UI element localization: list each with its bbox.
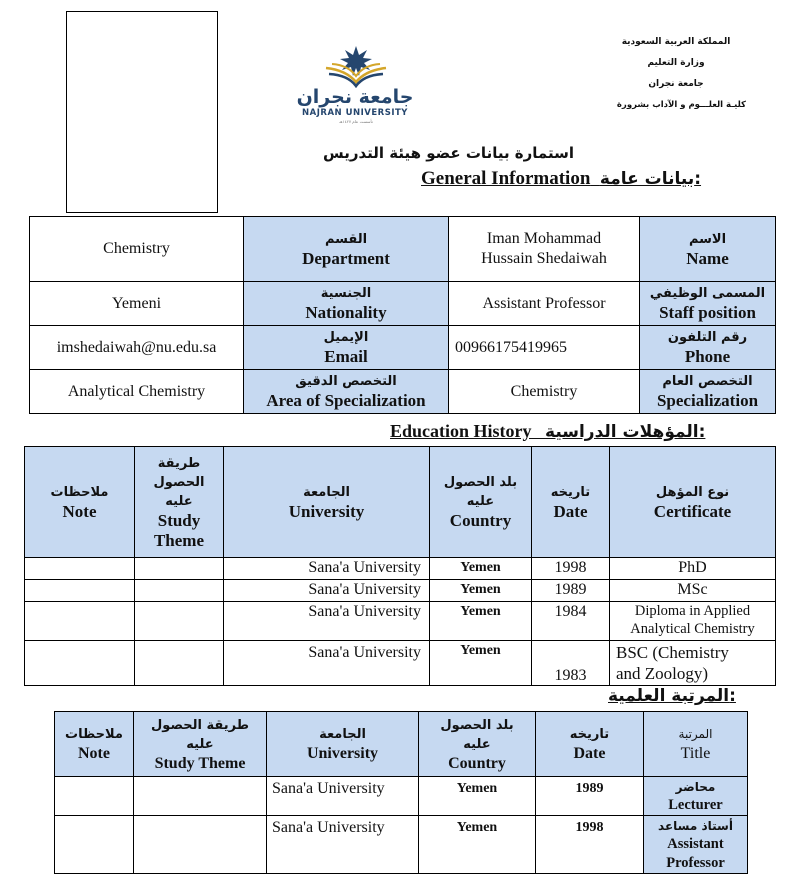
header-university xyxy=(224,447,430,558)
table-header-row xyxy=(55,712,748,777)
label-en: Date xyxy=(573,745,606,762)
certificate-cell xyxy=(610,602,776,641)
date-cell: 1998 xyxy=(532,558,610,580)
nationality-value: Yemeni xyxy=(30,282,244,326)
note-cell xyxy=(25,580,135,602)
section-title-general-en: General Information xyxy=(421,168,591,189)
theme-cell xyxy=(135,641,224,686)
department-value: Chemistry xyxy=(30,217,244,282)
title-cell xyxy=(644,816,748,874)
date-cell: 1998 xyxy=(536,816,644,874)
org-line-kingdom: المملكة العربية السعودية xyxy=(621,37,731,47)
university-cell: Sana'a University xyxy=(267,777,419,816)
label-ar: تاريخه xyxy=(550,484,591,500)
header-country xyxy=(419,712,536,777)
university-cell: Sana'a University xyxy=(224,558,430,580)
label-ar: طريقة الحصول xyxy=(151,717,249,733)
label-ar: ملاحظات xyxy=(65,727,123,742)
header-title xyxy=(644,712,748,777)
photo-placeholder xyxy=(66,11,218,213)
country-cell: Yemen xyxy=(430,580,532,602)
university-cell: Sana'a University xyxy=(224,602,430,641)
email-label xyxy=(244,326,449,370)
table-header-row xyxy=(25,447,776,558)
form-title: استمارة بيانات عضو هيئة التدريس xyxy=(322,144,574,162)
label-en: Area of Specialization xyxy=(266,391,426,410)
header-certificate xyxy=(610,447,776,558)
university-cell: Sana'a University xyxy=(224,641,430,686)
label-ar: التخصص العام xyxy=(662,374,753,389)
label-ar: عليه xyxy=(165,493,193,509)
university-cell: Sana'a University xyxy=(267,816,419,874)
table-row xyxy=(30,282,776,326)
logo-emblem-icon xyxy=(296,44,416,88)
date-cell: 1984 xyxy=(532,602,610,641)
label-en: Department xyxy=(302,248,390,268)
section-title-education-en: Education History xyxy=(390,421,532,441)
table-row xyxy=(30,326,776,370)
university-logo xyxy=(296,44,416,124)
title-en: Professor xyxy=(666,855,725,871)
organization-header xyxy=(606,32,746,116)
table-row xyxy=(30,370,776,414)
academic-rank-table xyxy=(54,711,748,874)
note-cell xyxy=(55,816,134,874)
label-en: Nationality xyxy=(305,303,387,322)
header-note xyxy=(25,447,135,558)
header-date xyxy=(536,712,644,777)
label-ar: بلد الحصول xyxy=(440,717,514,733)
logo-english-name: NAJRAN UNIVERSITY xyxy=(302,108,408,118)
label-en: Note xyxy=(62,501,97,521)
table-row xyxy=(25,580,776,602)
certificate-cell: MSc xyxy=(610,580,776,602)
country-cell: Yemen xyxy=(430,602,532,641)
name-value xyxy=(449,217,640,282)
department-label xyxy=(244,217,449,282)
header-country xyxy=(430,447,532,558)
org-line-college: كليـة العلـــوم و الآداب بشرورة xyxy=(616,100,746,110)
staff-position-label xyxy=(640,282,776,326)
label-ar: المسمى الوظيفي xyxy=(649,286,766,301)
label-en: Certificate xyxy=(653,501,732,521)
header-university xyxy=(267,712,419,777)
country-cell: Yemen xyxy=(430,558,532,580)
certificate-cell xyxy=(610,641,776,686)
area-of-specialization-value: Analytical Chemistry xyxy=(30,370,244,414)
label-ar: ملاحظات xyxy=(50,484,109,500)
label-ar: القسم xyxy=(324,231,368,247)
area-of-specialization-label xyxy=(244,370,449,414)
country-cell: Yemen xyxy=(419,777,536,816)
title-ar: محاضر xyxy=(675,780,716,794)
date-cell: 1983 xyxy=(532,641,610,686)
label-en: Study Theme xyxy=(154,754,246,772)
table-row xyxy=(55,777,748,816)
country-cell: Yemen xyxy=(430,641,532,686)
table-row xyxy=(25,558,776,580)
label-en: Specialization xyxy=(656,391,759,410)
label-en: Email xyxy=(324,347,368,366)
certificate-cell: PhD xyxy=(610,558,776,580)
label-en: Theme xyxy=(153,530,205,550)
education-history-table xyxy=(24,446,776,686)
label-en: Study xyxy=(157,510,201,530)
specialization-label xyxy=(640,370,776,414)
label-ar: المرتبة xyxy=(678,727,713,741)
label-ar: عليه xyxy=(186,736,214,752)
header-note xyxy=(55,712,134,777)
country-cell: Yemen xyxy=(419,816,536,874)
label-en: Date xyxy=(553,501,588,521)
title-en: Lecturer xyxy=(668,797,723,813)
staff-position-value: Assistant Professor xyxy=(449,282,640,326)
section-title-general xyxy=(421,168,701,190)
section-title-general-ar: بيانات عامة: xyxy=(599,169,702,189)
header-date xyxy=(532,447,610,558)
table-row xyxy=(25,641,776,686)
table-row xyxy=(55,816,748,874)
certificate-line1: Diploma in Applied xyxy=(634,603,751,619)
section-title-education xyxy=(390,421,705,442)
name-label xyxy=(640,217,776,282)
label-ar: بلد الحصول xyxy=(443,475,518,490)
label-en: University xyxy=(306,745,379,762)
label-en: Country xyxy=(448,754,506,772)
note-cell xyxy=(25,558,135,580)
date-cell: 1989 xyxy=(532,580,610,602)
label-en: University xyxy=(288,501,365,521)
title-cell xyxy=(644,777,748,816)
section-title-education-ar: المؤهلات الدراسية: xyxy=(545,422,706,442)
label-ar: طريقة xyxy=(157,455,201,471)
label-en: Title xyxy=(680,745,711,762)
org-line-university: جامعة نجران xyxy=(648,79,704,89)
name-line2: Hussain Shedaiwah xyxy=(481,250,607,267)
label-ar: الحصول xyxy=(153,474,205,490)
phone-value: 00966175419965 xyxy=(449,326,640,370)
label-en: Name xyxy=(686,248,729,268)
table-row xyxy=(30,217,776,282)
theme-cell xyxy=(135,558,224,580)
label-ar: التخصص الدقيق xyxy=(295,374,397,389)
phone-label xyxy=(640,326,776,370)
title-ar: أستاذ مساعد xyxy=(658,819,733,833)
general-info-table xyxy=(29,216,776,414)
label-en: Phone xyxy=(684,347,731,366)
logo-arabic-name: جامعة نجران xyxy=(296,86,414,108)
table-row xyxy=(25,602,776,641)
theme-cell xyxy=(134,777,267,816)
nationality-label xyxy=(244,282,449,326)
name-line1: Iman Mohammad xyxy=(486,230,602,247)
title-en: Assistant xyxy=(667,836,724,852)
label-ar: نوع المؤهل xyxy=(655,484,730,500)
label-ar: الجامعة xyxy=(319,727,366,742)
header-study-theme xyxy=(134,712,267,777)
certificate-line1: BSC (Chemistry xyxy=(616,643,729,662)
email-value: imshedaiwah@nu.edu.sa xyxy=(30,326,244,370)
label-ar: عليه xyxy=(466,494,495,509)
note-cell xyxy=(25,602,135,641)
note-cell xyxy=(25,641,135,686)
theme-cell xyxy=(135,602,224,641)
label-ar: الاسم xyxy=(688,231,727,247)
label-en: Country xyxy=(449,511,512,530)
note-cell xyxy=(55,777,134,816)
certificate-line2: and Zoology) xyxy=(616,664,709,683)
label-en: Note xyxy=(78,745,110,762)
section-title-rank xyxy=(608,685,736,707)
header-study-theme xyxy=(135,447,224,558)
label-en: Staff position xyxy=(659,303,756,322)
certificate-line2: Analytical Chemistry xyxy=(630,621,755,637)
logo-tagline: تأسست عام ١٤٢٧هـ xyxy=(339,119,373,124)
label-ar: الجنسية xyxy=(320,286,372,301)
label-ar: الإيميل xyxy=(323,330,369,345)
label-ar: رقم التلفون xyxy=(667,330,748,345)
theme-cell xyxy=(135,580,224,602)
label-ar: تاريخه xyxy=(569,727,610,742)
specialization-value: Chemistry xyxy=(449,370,640,414)
section-title-rank-ar: المرتبة العلمية: xyxy=(608,686,736,706)
theme-cell xyxy=(134,816,267,874)
date-cell: 1989 xyxy=(536,777,644,816)
label-ar: الجامعة xyxy=(303,484,350,500)
university-cell: Sana'a University xyxy=(224,580,430,602)
label-ar: عليه xyxy=(463,736,491,752)
org-line-ministry: وزارة التعليم xyxy=(647,58,705,68)
